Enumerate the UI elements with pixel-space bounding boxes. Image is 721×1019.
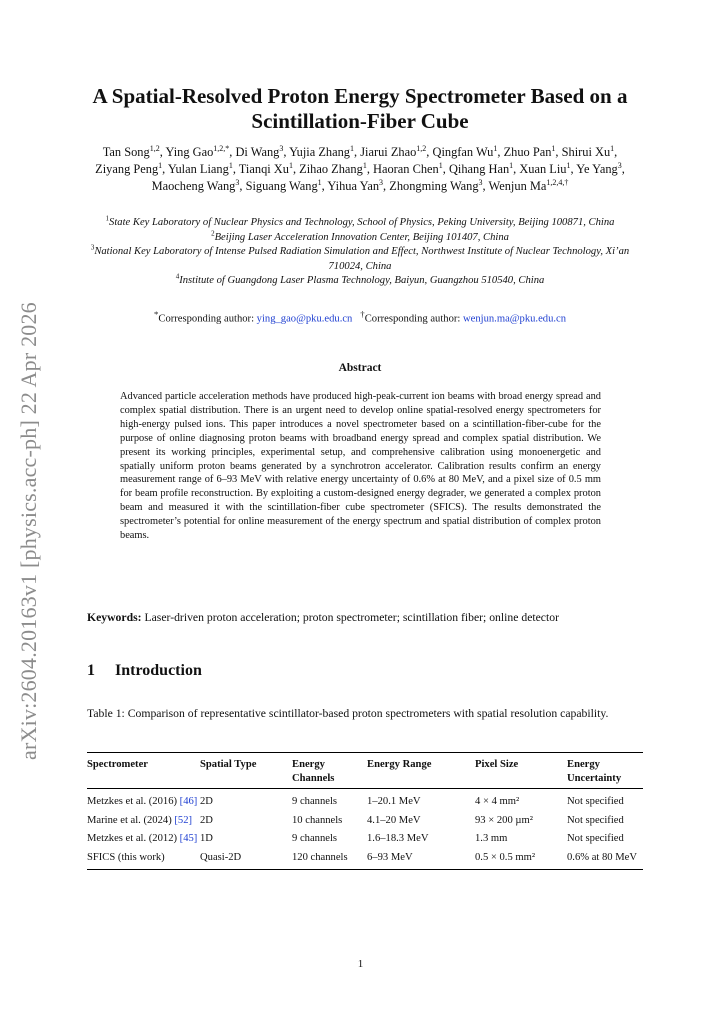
author-affiliation-mark: 1,2 [416, 143, 427, 153]
author [449, 162, 513, 176]
cell-spectrometer [87, 830, 200, 849]
author-affiliation-mark: 3 [379, 177, 384, 187]
cell-energy-channels: 9 channels [292, 796, 338, 807]
affiliation-number: 1 [105, 214, 110, 223]
cell-spatial-type: 2D [200, 796, 213, 807]
table-row [87, 812, 643, 831]
affiliation-number: 4 [175, 272, 180, 281]
author-name: Wenjun Ma [488, 179, 547, 193]
author-affiliation-mark: 1 [288, 160, 293, 170]
author-name: Yihua Yan [327, 179, 380, 193]
email-link-2[interactable]: wenjun.ma@pku.edu.cn [463, 313, 567, 325]
author-affiliation-mark: 1 [228, 160, 233, 170]
cell-energy-uncertainty: Not specified [567, 833, 624, 844]
author [299, 162, 367, 176]
author-affiliation-mark: 1 [610, 143, 615, 153]
author [489, 179, 569, 193]
cell-spectrometer [87, 849, 200, 870]
cell-energy-uncertainty: Not specified [567, 796, 624, 807]
author-affiliation-mark: 3 [235, 177, 240, 187]
author [433, 145, 498, 159]
author-list: Tan Song$^{1,2}$, Ying Gao$^{1,2,*}$, Di Wang$^3$, Yujia Zhang$^1$, Jiarui Zhao$^{1,2}$, Qingfan Wu$^1$, Zhuo Pan$^1$, Shirui Xu$^1$, Ziyang Peng$^1$, Yulan Liang$^1$, Tianqi Xu$^1$, Zihao Zhang$^1$, Haoran Chen$^1$, Qihang Han$^1$, Xuan Liu$^1$, Ye Yang$^3$, Maocheng Wang$^3$, Siguang Wang$^1$, Yihua Yan$^3$, Zhongming Wang$^3$, Wenjun $Ma^{1,2,4,\dagger}$ [95, 143, 625, 193]
cell-energy-range: 6–93 MeV [367, 851, 413, 863]
spectrometer-name: Marine et al. (2024) [87, 814, 175, 826]
author-name: Zihao Zhang [299, 162, 363, 176]
author-name: Zhongming Wang [389, 179, 479, 193]
keywords [87, 610, 635, 626]
cell-energy-channels: 9 channels [292, 833, 338, 844]
cell-pixel-size: 1.3 mm [475, 833, 508, 844]
corresponding-label-2: Corresponding author: [364, 313, 463, 325]
author [576, 162, 621, 176]
comparison-table [87, 752, 643, 870]
author [239, 162, 293, 176]
author [373, 162, 443, 176]
author-affiliation-mark: 1,2 [149, 143, 160, 153]
cell-spectrometer [87, 789, 200, 812]
author-affiliation-mark: 3 [478, 177, 483, 187]
author [519, 162, 570, 176]
cell-spatial-type: Quasi-2D [200, 851, 242, 863]
cell-energy-range: 1.6–18.3 MeV [367, 833, 429, 844]
author-affiliation-mark: 1 [362, 160, 367, 170]
author [235, 145, 283, 159]
author [289, 145, 354, 159]
cell-energy-channels: 10 channels [292, 814, 343, 826]
author-name: Ziyang Peng [95, 162, 159, 176]
column-header: Spatial Type [200, 759, 257, 770]
affiliation-number: 3 [90, 243, 95, 252]
cell-spatial-type: 2D [200, 814, 213, 826]
cell-spectrometer [87, 812, 200, 831]
column-header: Energy Range [367, 759, 432, 770]
author-affiliation-mark: 1 [350, 143, 354, 153]
affiliation-text: State Key Laboratory of Nuclear Physics and Technology, School of Physics, Peking University, Beijing 100871, China [109, 217, 615, 228]
author [360, 145, 426, 159]
author-affiliation-mark: 3 [617, 160, 622, 170]
spectrometer-name: Metzkes et al. (2016) [87, 796, 180, 807]
author [389, 179, 482, 193]
author-name: Xuan Liu [519, 162, 567, 176]
affiliation-text: Beijing Laser Acceleration Innovation Center, Beijing 101407, China [214, 231, 509, 243]
author-name: Di Wang [235, 145, 280, 159]
cell-spatial-type: 1D [200, 833, 213, 844]
author-name: Qihang Han [448, 162, 510, 176]
affiliation-text: National Key Laboratory of Intense Pulsed Radiation Simulation and Effect, Northwest Institute of Nuclear Technology, Xi’an 710024, China [94, 246, 630, 272]
affiliation [84, 245, 636, 274]
column-header: Spectrometer [87, 759, 148, 770]
citation-link[interactable]: [45] [179, 833, 198, 844]
affiliation-list [84, 216, 636, 289]
author-name: Maocheng Wang [151, 179, 236, 193]
corresponding-mark-2: † [360, 309, 365, 319]
table-caption: Table 1: Comparison of representative scintillator-based proton spectrometers with spatial resolution capability. [87, 707, 609, 720]
author-affiliation-mark: 1 [493, 143, 498, 153]
page-number: 1 [357, 958, 364, 970]
corresponding-authors [84, 307, 636, 327]
author-name: Siguang Wang [245, 179, 318, 193]
abstract-heading: Abstract [338, 362, 382, 374]
author-name: Zhuo Pan [503, 145, 552, 159]
table-row [87, 789, 643, 812]
column-header: Energy Uncertainty [567, 759, 622, 784]
keywords-text: Laser-driven proton acceleration; proton spectrometer; scintillation fiber; online detector [141, 611, 559, 624]
author [165, 145, 229, 159]
spectrometer-name: SFICS (this work) [87, 851, 165, 863]
abstract-text: Advanced particle acceleration methods have produced high-peak-current ion beams with broad energy spread and complex spatial distribution. There is an urgent need to develop online spatial-resolved energy spectrometers for high-energy pulsed ions. This paper introduces a novel spectrometer based on a scintillation-fiber-cube for the purpose of online diagnosing proton beams with broadband energy spread and complex spatial distribution. We present its working principles, experimental setup, and comprehensive calibration using monoenergetic and spatially uniform proton beams generated by a synchrotron accelerator. Calibration results confirm an energy measurement range of 6–93 MeV with relative energy uncertainty of 0.6% at 80 MeV, and a pixel size of 0.5 mm for beam profile reconstruction. By exploiting a custom-designed energy degrader, we generated a complex proton beam and measured it with the scintillation-fiber cube spectrometer (SFICS). The results demonstrated the spectrometer’s potential for online measurement of the energy spectrum and spatial distribution of complex proton beams. [120, 391, 601, 542]
author [152, 179, 240, 193]
column-header: Energy Channels [292, 759, 335, 784]
section-title: Introduction [115, 662, 202, 679]
author-affiliation-mark: 1 [317, 177, 322, 187]
author-name: Ye Yang [576, 162, 618, 176]
table-row [87, 849, 643, 870]
cell-energy-channels: 120 channels [292, 851, 348, 863]
corresponding-label-1: Corresponding author: [158, 313, 257, 325]
author [168, 162, 233, 176]
author-name: Tianqi Xu [238, 162, 289, 176]
cell-pixel-size: 4 × 4 mm² [475, 796, 520, 807]
citation-link[interactable]: [46] [179, 796, 198, 807]
author [327, 179, 383, 193]
column-header: Pixel Size [475, 759, 519, 770]
author-name: Qingfan Wu [432, 145, 494, 159]
paper-title: A Spatial-Resolved Proton Energy Spectrometer Based on a Scintillation-Fiber Cube [92, 84, 628, 133]
section-number: 1 [87, 662, 95, 679]
author [504, 145, 556, 159]
affiliation [84, 274, 636, 289]
email-link-1[interactable]: ying_gao@pku.edu.cn [256, 313, 353, 325]
spectrometer-name: Metzkes et al. (2012) [87, 833, 180, 844]
cell-energy-uncertainty: Not specified [567, 814, 624, 826]
arxiv-identifier: arXiv:2604.20163v1 [physics.acc-ph] 22 Apr 2026 [16, 302, 41, 760]
author [246, 179, 322, 193]
cell-energy-range: 4.1–20 MeV [367, 814, 421, 826]
author-name: Yujia Zhang [289, 145, 350, 159]
section-heading [87, 662, 202, 680]
cell-energy-uncertainty: 0.6% at 80 MeV [567, 851, 638, 863]
table-row [87, 830, 643, 849]
author-name: Haoran Chen [373, 162, 439, 176]
affiliation [84, 216, 636, 231]
table-header-row [87, 753, 643, 789]
cell-pixel-size: 93 × 200 µm² [475, 814, 533, 826]
table-body [87, 789, 643, 870]
affiliation [84, 228, 636, 246]
author-affiliation-mark: 1,2,4,† [546, 177, 569, 187]
author-name: Shirui Xu [561, 145, 611, 159]
affiliation-text: Institute of Guangdong Laser Plasma Technology, Baiyun, Guangzhou 510540, China [179, 275, 545, 286]
author [95, 162, 162, 176]
author-name: Yulan Liang [167, 162, 229, 176]
author-affiliation-mark: 1,2,* [213, 143, 230, 153]
author-affiliation-mark: 1 [158, 160, 163, 170]
author-name: Jiarui Zhao [360, 145, 417, 159]
keywords-label: Keywords: [87, 611, 142, 624]
author-affiliation-mark: 1 [551, 143, 556, 153]
cell-pixel-size: 0.5 × 0.5 mm² [475, 851, 536, 863]
cell-energy-range: 1–20.1 MeV [367, 796, 421, 807]
author-name: Ying Gao [165, 145, 214, 159]
author-affiliation-mark: 3 [279, 143, 284, 153]
author [562, 145, 615, 159]
author-affiliation-mark: 1 [438, 160, 443, 170]
affiliation-number: 2 [211, 228, 215, 237]
author-affiliation-mark: 1 [566, 160, 571, 170]
author-affiliation-mark: 1 [509, 160, 514, 170]
author-name: Tan Song [102, 145, 150, 159]
author [103, 145, 160, 159]
citation-link[interactable]: [52] [174, 814, 193, 826]
corresponding-mark-1: * [153, 309, 159, 319]
